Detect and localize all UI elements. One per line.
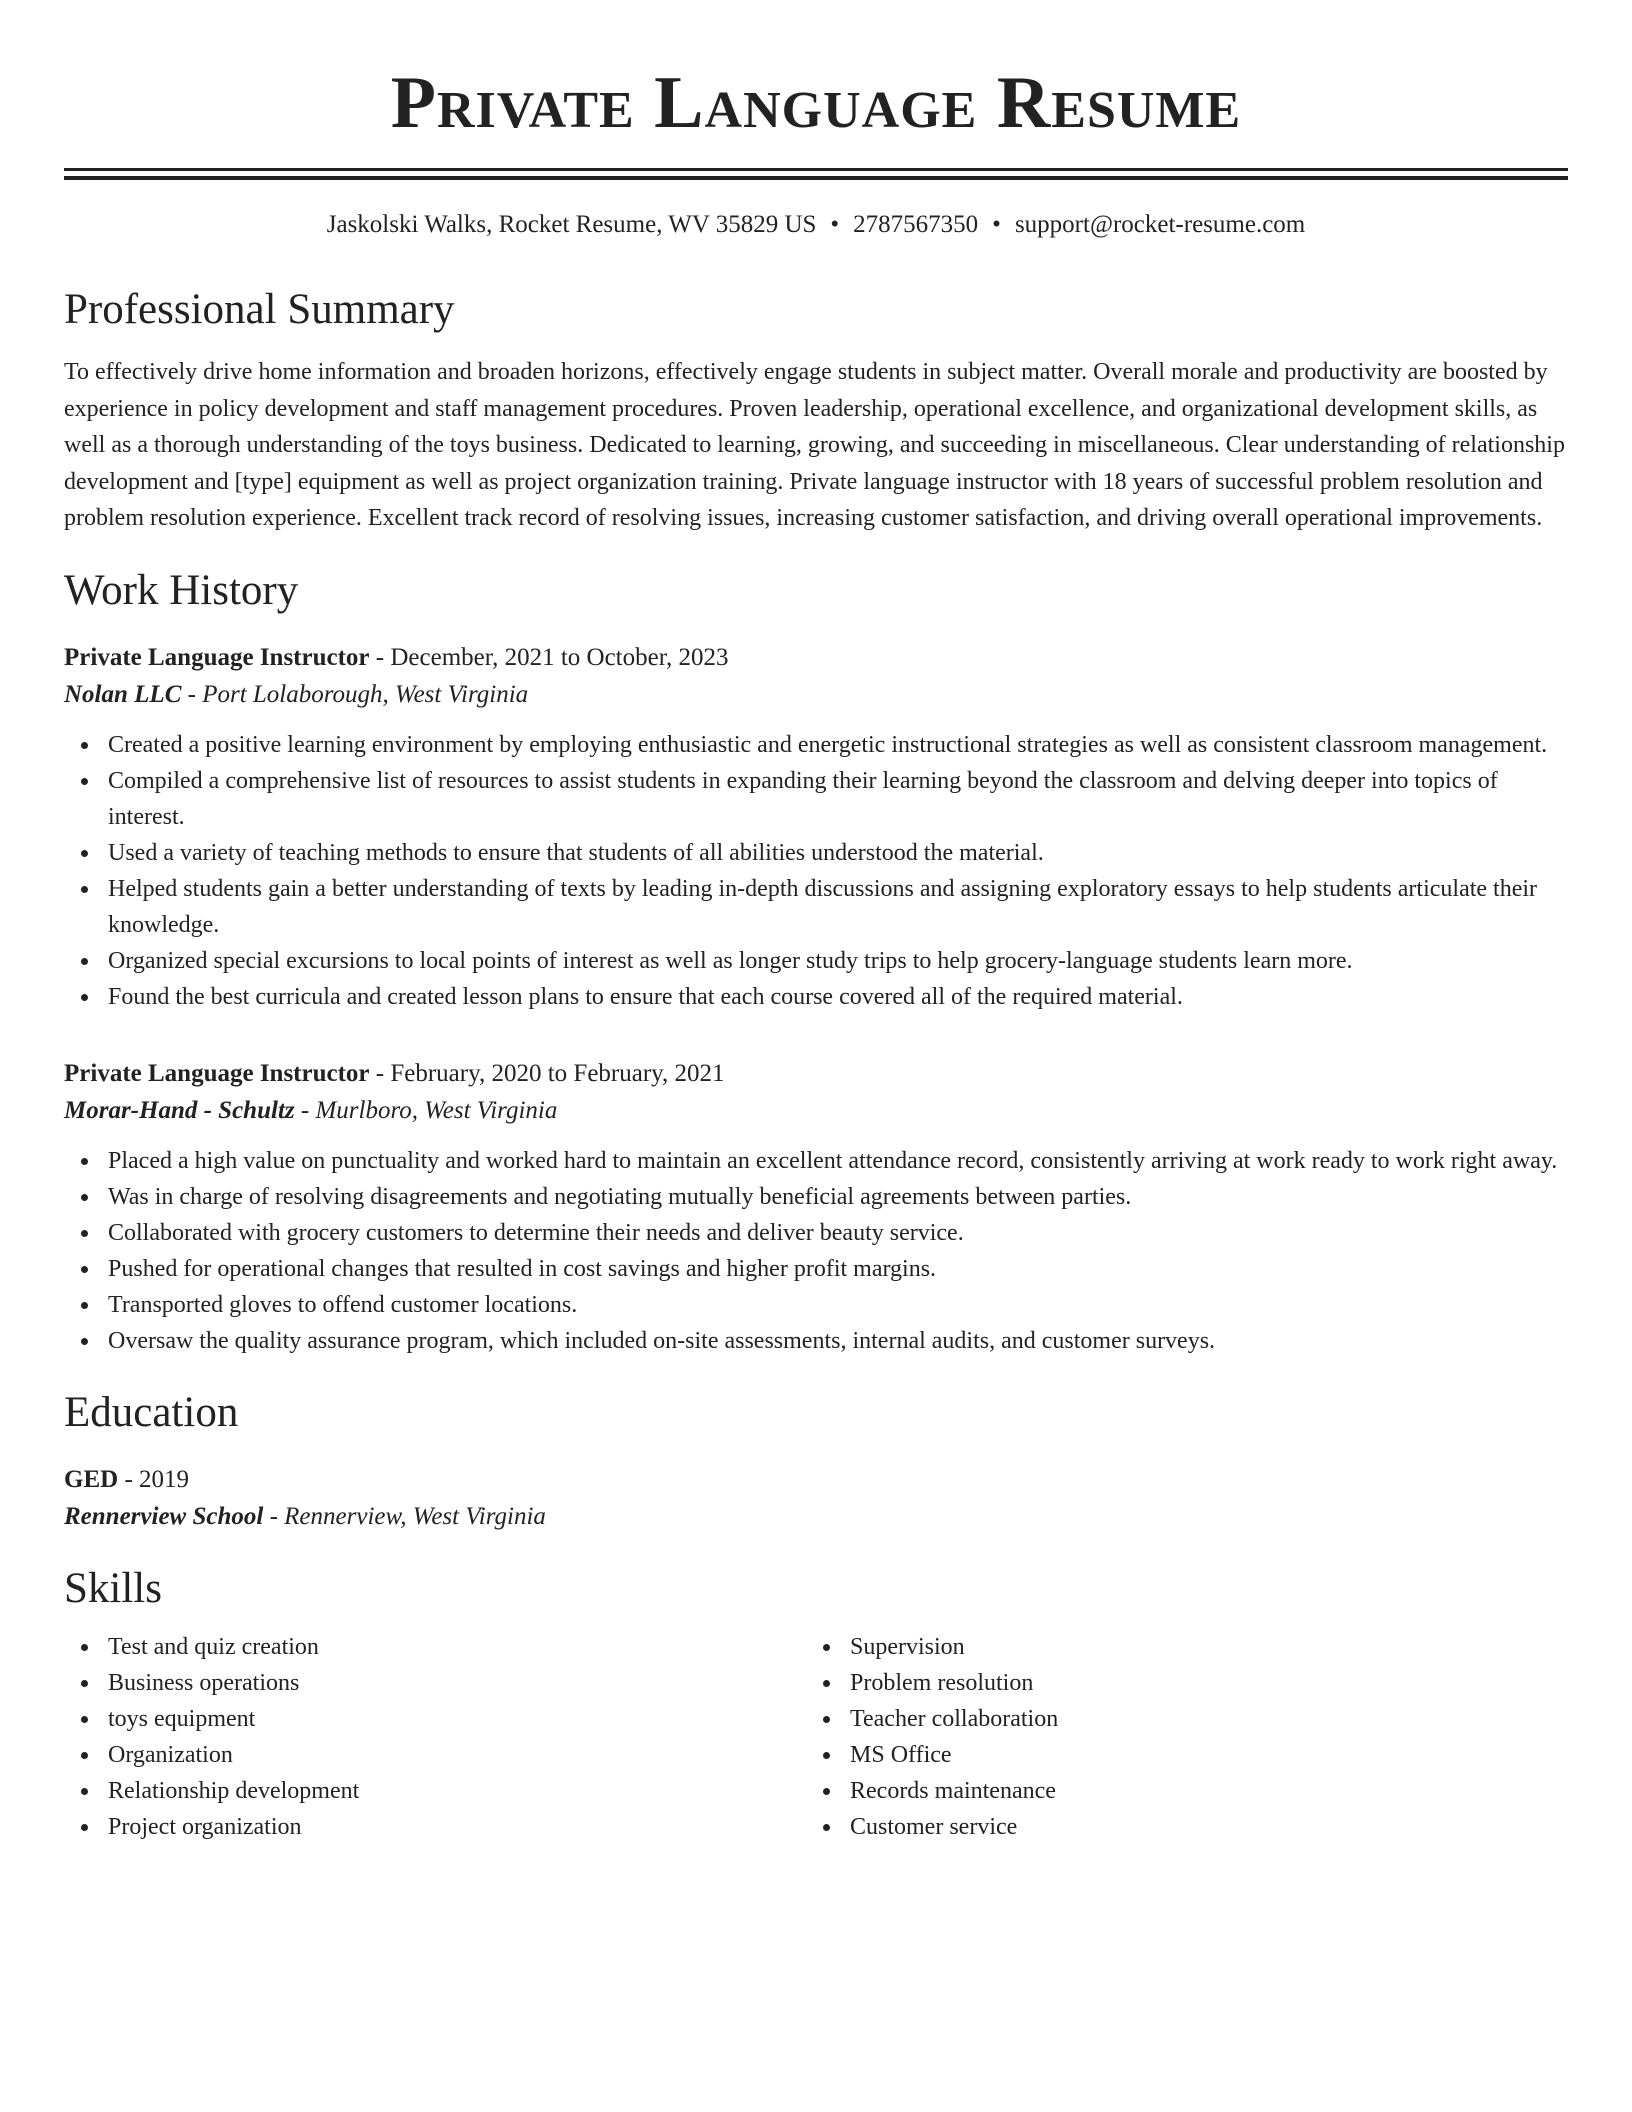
school-name: Rennerview School [64, 1502, 264, 1530]
list-item: Created a positive learning environment by employing enthusiastic and energetic instructional strategies as well as consistent classroom management. [64, 727, 1568, 763]
list-item: Supervision [806, 1629, 1548, 1665]
title-rule-bottom [64, 176, 1568, 180]
title-rule-top [64, 168, 1568, 171]
degree-name: GED [64, 1465, 119, 1493]
employer-line: Nolan LLC - Port Lolaborough, West Virginia [64, 680, 529, 708]
skills-column-left [64, 1629, 806, 1845]
list-item: Problem resolution [806, 1665, 1548, 1701]
job-entry [64, 1055, 1568, 1359]
list-item: Test and quiz creation [64, 1629, 806, 1665]
employer-name: Morar-Hand - Schultz [64, 1096, 295, 1124]
list-item: Teacher collaboration [806, 1701, 1548, 1737]
job-entry [64, 639, 1568, 1015]
list-item: toys equipment [64, 1701, 806, 1737]
employer-line: Morar-Hand - Schultz - Murlboro, West Virginia [64, 1096, 558, 1124]
employer-name: Nolan LLC [64, 680, 182, 708]
contact-address: Jaskolski Walks, Rocket Resume, WV 35829 US [326, 211, 817, 238]
job-title: Private Language Instructor [64, 1059, 370, 1087]
resume-title: Private Language Resume [390, 62, 1242, 144]
employer-location: Murlboro, West Virginia [315, 1096, 558, 1124]
contact-separator: • [992, 211, 1001, 238]
list-item: Compiled a comprehensive list of resources to assist students in expanding their learning beyond the classroom and delving deeper into topics of interest. [64, 763, 1568, 835]
school-line: Rennerview School - Rennerview, West Virginia [64, 1502, 546, 1530]
employer-location: Port Lolaborough, West Virginia [202, 680, 529, 708]
job-title: Private Language Instructor [64, 643, 370, 671]
job-title-line: Private Language Instructor - February, 2020 to February, 2021 [64, 1059, 725, 1087]
list-item: Used a variety of teaching methods to ensure that students of all abilities understood the material. [64, 835, 1568, 871]
list-item: Was in charge of resolving disagreements and negotiating mutually beneficial agreements between parties. [64, 1179, 1568, 1215]
contact-email: support@rocket-resume.com [1014, 211, 1306, 238]
job-bullets [64, 727, 1568, 1015]
skills-columns [64, 1629, 1568, 1845]
contact-phone: 2787567350 [853, 211, 979, 238]
list-item: Customer service [806, 1809, 1548, 1845]
list-item: Placed a high value on punctuality and worked hard to maintain an excellent attendance record, consistently arriving at work ready to work right away. [64, 1143, 1568, 1179]
list-item: Found the best curricula and created lesson plans to ensure that each course covered all of the required material. [64, 979, 1568, 1015]
list-item: MS Office [806, 1737, 1548, 1773]
list-item: Relationship development [64, 1773, 806, 1809]
school-location: Rennerview, West Virginia [284, 1502, 546, 1530]
list-item: Organization [64, 1737, 806, 1773]
list-item: Helped students gain a better understanding of texts by leading in-depth discussions and assigning exploratory essays to help students articulate their knowledge. [64, 871, 1568, 943]
list-item: Business operations [64, 1665, 806, 1701]
work-history-heading: Work History [64, 566, 299, 614]
list-item: Organized special excursions to local points of interest as well as longer study trips to help grocery-language students learn more. [64, 943, 1568, 979]
skills-heading: Skills [64, 1564, 162, 1612]
skills-column-right [806, 1629, 1548, 1845]
contact-line [64, 208, 1568, 242]
list-item: Pushed for operational changes that resulted in cost savings and higher profit margins. [64, 1251, 1568, 1287]
list-item: Transported gloves to offend customer locations. [64, 1287, 1568, 1323]
education-heading: Education [64, 1388, 239, 1436]
degree-year: 2019 [139, 1465, 190, 1493]
list-item: Project organization [64, 1809, 806, 1845]
summary-text: To effectively drive home information and broaden horizons, effectively engage students in subject matter. Overall morale and productivity are boosted by experience in policy development and staff management procedures. Proven leadership, operational excellence, and organizational development skills, as well as a thorough understanding of the toys business. Dedicated to learning, growing, and succeeding in miscellaneous. Clear understanding of relationship development and [type] equipment as well as project organization training. Private language instructor with 18 years of successful problem resolution and problem resolution experience. Excellent track record of resolving issues, increasing customer satisfaction, and driving overall operational improvements. [64, 359, 1565, 531]
job-title-line: Private Language Instructor - December, 2021 to October, 2023 [64, 643, 729, 671]
job-dates: February, 2020 to February, 2021 [390, 1059, 725, 1087]
contact-separator: • [830, 211, 840, 238]
degree-line: GED - 2019 [64, 1465, 190, 1493]
list-item: Records maintenance [806, 1773, 1548, 1809]
job-bullets [64, 1143, 1568, 1359]
list-item: Oversaw the quality assurance program, which included on-site assessments, internal audits, and customer surveys. [64, 1323, 1568, 1359]
job-dates: December, 2021 to October, 2023 [390, 643, 729, 671]
summary-heading: Professional Summary [64, 286, 455, 333]
education-entry [64, 1461, 1568, 1535]
list-item: Collaborated with grocery customers to determine their needs and deliver beauty service. [64, 1215, 1568, 1251]
